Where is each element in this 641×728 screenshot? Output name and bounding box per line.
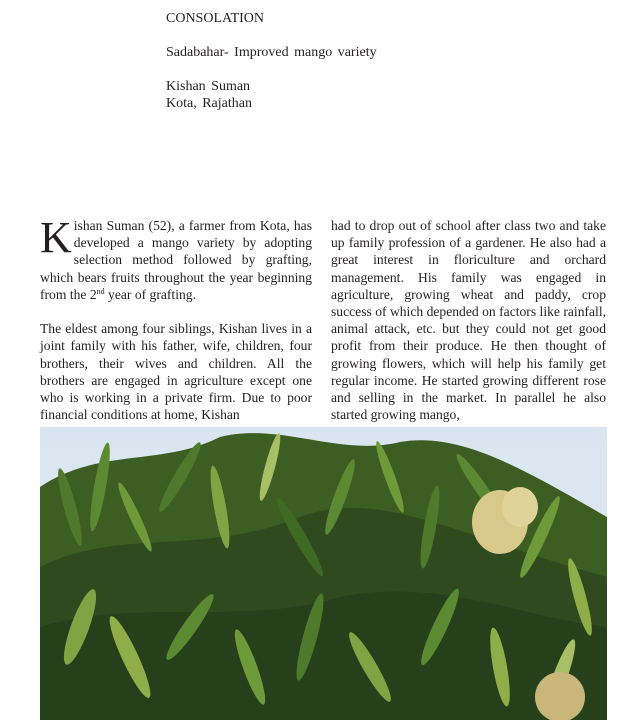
innovator-name: Kishan Suman [166,79,251,94]
paragraph-text-end: year of grafting. [104,286,196,302]
paragraph: The eldest among four siblings, Kishan lives in a joint family with his father, wife, children, four brothers, their wives and children. All the brothers are engaged in agriculture except one who is working in a private firm. Due to poor financial conditions at home, Kishan [40,321,312,423]
mango-tree-photo [40,427,607,720]
article-column-right [331,217,606,441]
category-label: CONSOLATION [166,11,264,26]
ordinal-suffix: nd [96,286,105,296]
article-header [166,10,377,112]
mango-tree-illustration [40,427,607,720]
paragraph [40,213,312,303]
paragraph: had to drop out of school after class two and take up family profession of a gardener. He also had a great interest in floriculture and orchard management. His family was engaged in agriculture, growing wheat and paddy, crop success of which depended on factors like rainfall, animal attack, etc. but they could not get good profit from their produce. He then thought of growing flowers, which will help his family get regular income. He started growing different rose and selling in the market. In parallel he also started growing mango, [331,218,606,423]
article-title: Sadabahar- Improved mango variety [166,45,377,60]
paragraph-text: ishan Suman (52), a farmer from Kota, has developed a mango variety by adopting selection method followed by grafting, which bears fruits throughout the year beginning from the 2 [40,218,312,302]
article-column-left [40,213,312,441]
innovator-place: Kota, Rajathan [166,96,252,111]
drop-cap: K [40,213,72,262]
